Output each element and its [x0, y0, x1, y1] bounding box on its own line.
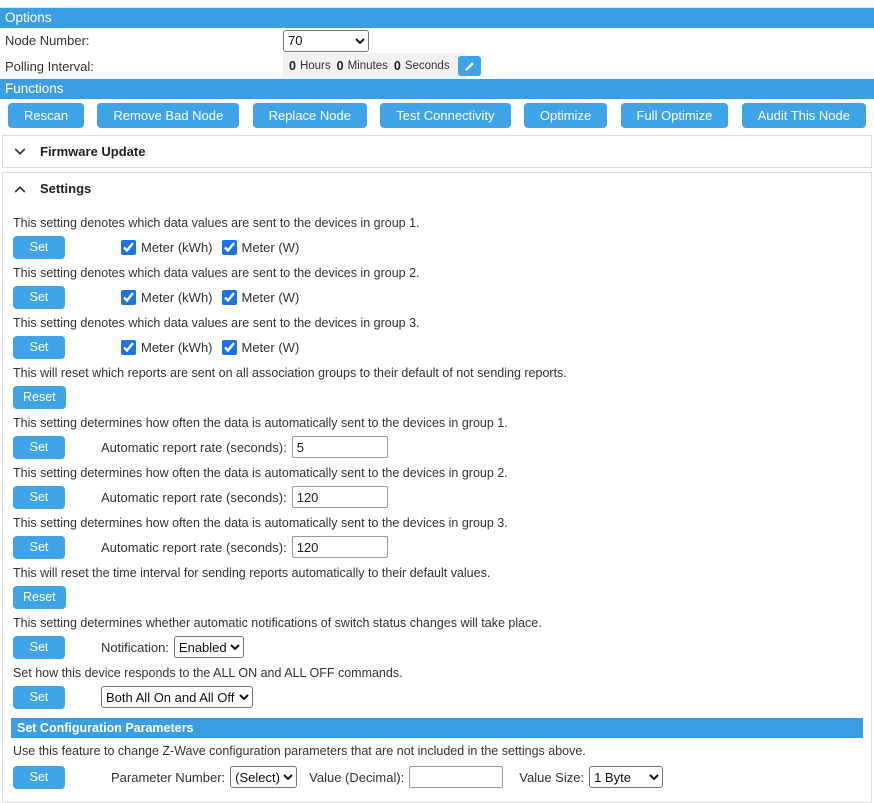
notification-select[interactable] [174, 636, 244, 658]
reset-reports-description: This will reset which reports are sent on all association groups to their default of not sending reports. [13, 366, 567, 380]
rate3-description: This setting determines how often the data is automatically sent to the devices in group 3. [13, 516, 508, 530]
test-connectivity-button[interactable]: Test Connectivity [380, 103, 510, 128]
notification-label: Notification: [101, 639, 169, 655]
edit-polling-button[interactable] [458, 56, 481, 76]
pencil-icon [464, 61, 475, 72]
rate2-field [101, 486, 388, 508]
page-top-divider [0, 0, 874, 8]
value-size-select[interactable] [589, 766, 663, 788]
polling-seconds-value: 0 [393, 59, 401, 73]
group1-description: This setting denotes which data values are sent to the devices in group 1. [13, 216, 420, 230]
settings-card [2, 172, 872, 803]
group2-checkboxes [121, 290, 299, 305]
audit-this-node-button[interactable]: Audit This Node [742, 103, 866, 128]
polling-interval-label: Polling Interval: [5, 58, 94, 74]
settings-body [3, 204, 871, 802]
rate3-field [101, 536, 388, 558]
all-on-off-select[interactable] [101, 686, 253, 708]
rate2-row [13, 484, 863, 510]
all-on-off-description: Set how this device responds to the ALL ON and ALL OFF commands. [13, 666, 403, 680]
replace-node-button[interactable]: Replace Node [253, 103, 367, 128]
all-on-off-row [13, 684, 863, 710]
reset-reports-row [13, 384, 863, 410]
reset-reports-button[interactable]: Reset [13, 386, 66, 409]
rescan-button[interactable]: Rescan [8, 103, 84, 128]
polling-minutes-unit: Minutes [347, 60, 388, 72]
group2-row [13, 284, 863, 310]
group3-row [13, 334, 863, 360]
meter-w-checkbox[interactable] [222, 340, 237, 355]
rate1-input[interactable] [292, 436, 388, 458]
set-group2-button[interactable]: Set [13, 286, 65, 309]
meter-kwh-label: Meter (kWh) [141, 339, 213, 355]
chevron-down-icon [13, 146, 27, 158]
meter-w-label: Meter (W) [241, 339, 300, 355]
value-size-field [519, 766, 663, 788]
polling-hours-value: 0 [289, 59, 296, 73]
options-header: Options [0, 8, 874, 28]
rate3-input[interactable] [292, 536, 388, 558]
rate3-label: Automatic report rate (seconds): [101, 539, 287, 555]
meter-kwh-checkbox[interactable] [121, 340, 136, 355]
meter-kwh-label: Meter (kWh) [141, 239, 213, 255]
polling-interval-value [283, 53, 467, 79]
settings-title: Settings [40, 181, 92, 196]
remove-bad-node-button[interactable]: Remove Bad Node [97, 103, 239, 128]
config-parameters-header: Set Configuration Parameters [11, 718, 863, 738]
parameter-number-label: Parameter Number: [111, 769, 226, 785]
rate1-row [13, 434, 863, 460]
value-decimal-field [309, 766, 503, 788]
parameter-number-select[interactable] [230, 766, 297, 788]
meter-kwh-checkbox[interactable] [121, 240, 136, 255]
node-number-label: Node Number: [5, 33, 90, 48]
optimize-button[interactable]: Optimize [524, 103, 607, 128]
firmware-update-title: Firmware Update [40, 144, 146, 159]
set-notification-button[interactable]: Set [13, 636, 65, 659]
set-group3-button[interactable]: Set [13, 336, 65, 359]
group1-meter-kwh [121, 240, 213, 255]
rate2-label: Automatic report rate (seconds): [101, 489, 287, 505]
meter-w-label: Meter (W) [241, 289, 300, 305]
rate1-label: Automatic report rate (seconds): [101, 439, 287, 455]
node-number-row [0, 28, 874, 53]
set-all-on-off-button[interactable]: Set [13, 686, 65, 709]
set-rate1-button[interactable]: Set [13, 436, 65, 459]
set-rate3-button[interactable]: Set [13, 536, 65, 559]
polling-seconds-unit: Seconds [404, 60, 450, 72]
polling-hours-unit: Hours [299, 60, 331, 72]
firmware-update-card [2, 135, 872, 168]
meter-w-checkbox[interactable] [222, 290, 237, 305]
value-decimal-input[interactable] [409, 766, 503, 788]
node-number-select[interactable] [283, 30, 369, 52]
group1-meter-w [222, 240, 300, 255]
value-decimal-label: Value (Decimal): [309, 769, 405, 785]
all-on-off-field [101, 686, 253, 708]
parameter-number-field [111, 766, 297, 788]
reset-interval-button[interactable]: Reset [13, 586, 66, 609]
polling-interval-row [0, 53, 874, 79]
set-group1-button[interactable]: Set [13, 236, 65, 259]
group2-description: This setting denotes which data values are sent to the devices in group 2. [13, 266, 420, 280]
rate2-description: This setting determines how often the data is automatically sent to the devices in group 2. [13, 466, 508, 480]
rate3-row [13, 534, 863, 560]
group3-meter-kwh [121, 340, 213, 355]
value-size-label: Value Size: [519, 769, 585, 785]
group1-checkboxes [121, 240, 299, 255]
set-rate2-button[interactable]: Set [13, 486, 65, 509]
group2-meter-kwh [121, 290, 213, 305]
rate2-input[interactable] [292, 486, 388, 508]
group3-description: This setting denotes which data values are sent to the devices in group 3. [13, 316, 420, 330]
notification-field [101, 636, 244, 658]
group2-meter-w [222, 290, 300, 305]
meter-kwh-label: Meter (kWh) [141, 289, 213, 305]
functions-header: Functions [0, 79, 874, 99]
settings-header[interactable] [3, 173, 871, 204]
meter-w-label: Meter (W) [241, 239, 300, 255]
group3-checkboxes [121, 340, 299, 355]
chevron-up-icon [13, 183, 27, 195]
notification-description: This setting determines whether automatic notifications of switch status changes will take place. [13, 616, 542, 630]
full-optimize-button[interactable]: Full Optimize [621, 103, 729, 128]
rate1-field [101, 436, 388, 458]
meter-kwh-checkbox[interactable] [121, 290, 136, 305]
config-parameters-description: Use this feature to change Z-Wave configuration parameters that are not included in the settings above. [13, 744, 586, 758]
rate1-description: This setting determines how often the data is automatically sent to the devices in group 1. [13, 416, 508, 430]
config-parameters-row [13, 762, 863, 792]
functions-button-row [0, 99, 874, 133]
group3-meter-w [222, 340, 300, 355]
meter-w-checkbox[interactable] [222, 240, 237, 255]
group1-row [13, 234, 863, 260]
reset-interval-row [13, 584, 863, 610]
reset-interval-description: This will reset the time interval for sending reports automatically to their default values. [13, 566, 491, 580]
polling-minutes-value: 0 [336, 59, 344, 73]
set-config-parameter-button[interactable]: Set [13, 766, 65, 789]
firmware-update-header[interactable] [3, 136, 871, 167]
notification-row [13, 634, 863, 660]
